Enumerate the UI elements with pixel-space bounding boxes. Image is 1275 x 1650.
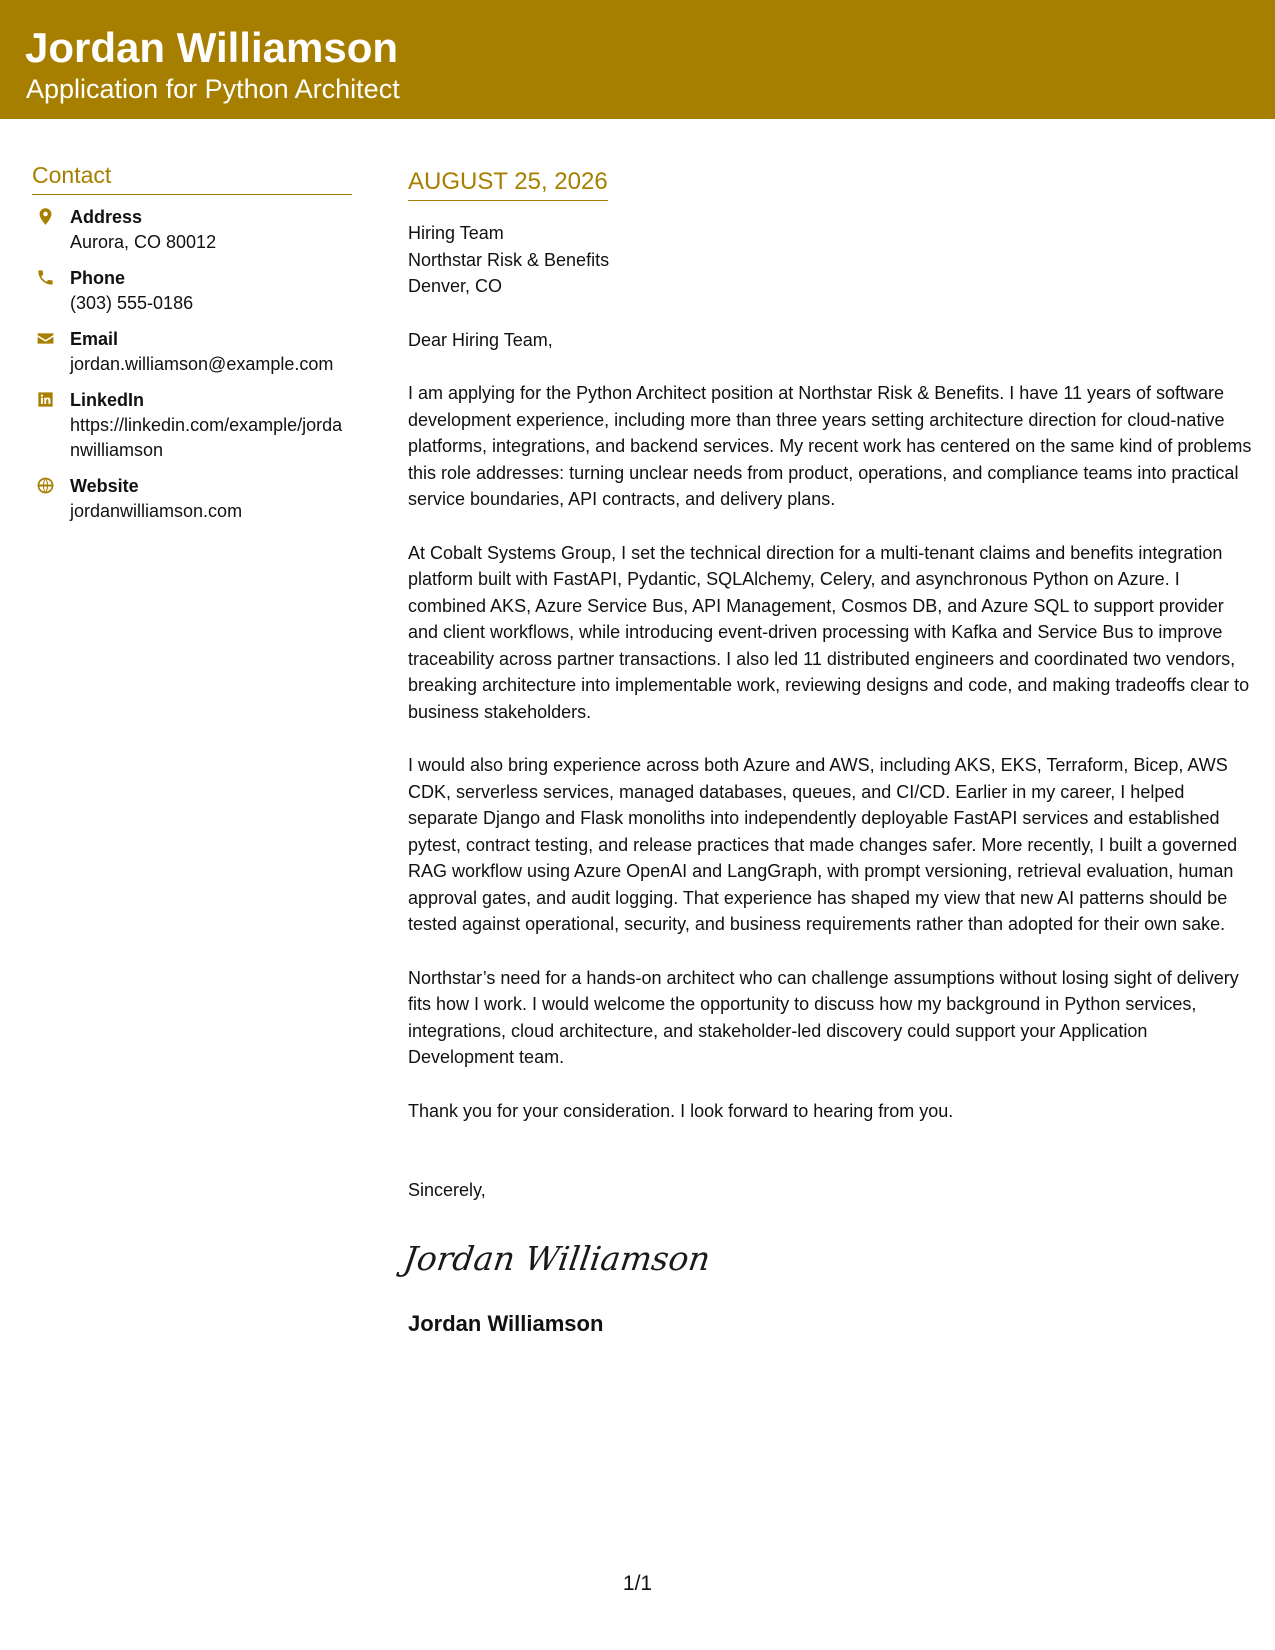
letter-paragraph: Thank you for your consideration. I look forward to hearing from you.: [408, 1100, 954, 1121]
letter-paragraph: Northstar’s need for a hands-on architect who can challenge assumptions without losing sight of delivery fits how I work. I would welcome the opportunity to discuss how my background in Python services, integrations, cloud architecture, and stakeholder-led discovery could support your Application Development team.: [408, 967, 1239, 1067]
contact-website: [32, 474, 352, 524]
contact-sidebar: [32, 160, 352, 535]
header-banner: [0, 0, 1275, 119]
applicant-name: Jordan Williamson: [25, 24, 399, 71]
letter-paragraph: I am applying for the Python Architect position at Northstar Risk & Benefits. I have 11 years of software development experience, including more than three years setting architecture direction for cloud-native platforms, integrations, and backend services. My recent work has centered on the same kind of problems this role addresses: turning unclear needs from product, operations, and compliance teams into practical service boundaries, API contracts, and delivery plans.: [408, 383, 1252, 509]
map-pin-icon: [36, 207, 55, 226]
application-subtitle: Application for Python Architect: [26, 74, 400, 104]
contact-label: Website: [70, 476, 139, 496]
contact-label: LinkedIn: [70, 390, 145, 410]
page-number: 1/1: [622, 1572, 653, 1595]
salutation: Dear Hiring Team,: [408, 329, 553, 350]
handwritten-signature: [401, 1230, 713, 1288]
letter-paragraph: I would also bring experience across both Azure and AWS, including AKS, EKS, Terraform, Bicep, AWS CDK, serverless services, managed databases, queues, and CI/CD. Earlier in my career, I helped separate Django and Flask monoliths into independently deployable FastAPI services and established pytest, contract testing, and release practices that made changes safer. More recently, I built a governed RAG workflow using Azure OpenAI and LangGraph, with prompt versioning, retrieval evaluation, human approval gates, and audit logging. That experience has shaped my view that new AI patterns should be tested against operational, security, and business requirements rather than adopted for their own sake.: [408, 755, 1238, 934]
linkedin-value[interactable]: https://linkedin.com/example/jordanwilliamson: [70, 415, 343, 460]
letter-paragraph: At Cobalt Systems Group, I set the technical direction for a multi-tenant claims and benefits integration platform built with FastAPI, Pydantic, SQLAlchemy, Celery, and asynchronous Python on Azure. I combined AKS, Azure Service Bus, API Management, Cosmos DB, and Azure SQL to support provider and client workflows, while introducing event-driven processing with Kafka and Service Bus to improve traceability across partner transactions. I also led 11 distributed engineers and coordinated two vendors, breaking architecture into implementable work, reviewing designs and code, and making tradeoffs clear to business stakeholders.: [408, 542, 1250, 722]
contact-phone: [32, 266, 352, 316]
envelope-icon: [36, 329, 55, 348]
contact-email: [32, 327, 352, 377]
email-value[interactable]: jordan.williamson@example.com: [70, 354, 334, 374]
letter-date: AUGUST 25, 2026: [408, 166, 608, 201]
contact-heading: Contact: [32, 160, 352, 195]
svg-text:Jordan Williamson: Jordan Williamson: [401, 1238, 713, 1278]
letter-body: [401, 166, 1253, 1338]
phone-value[interactable]: (303) 555-0186: [70, 293, 194, 313]
recipient-line: Denver, CO: [408, 276, 503, 296]
contact-label: Address: [70, 207, 143, 227]
recipient-line: Northstar Risk & Benefits: [408, 249, 610, 270]
contact-label: Phone: [70, 268, 126, 288]
phone-icon: [36, 268, 55, 287]
linkedin-icon: [36, 390, 55, 409]
website-value[interactable]: jordanwilliamson.com: [70, 501, 243, 521]
recipient-line: Hiring Team: [408, 223, 504, 243]
contact-address: [32, 205, 352, 255]
address-value: Aurora, CO 80012: [70, 232, 217, 252]
recipient-block: [408, 220, 1253, 300]
globe-icon: [36, 476, 55, 495]
contact-linkedin: [32, 388, 352, 463]
signer-name: Jordan Williamson: [408, 1310, 604, 1336]
closing: Sincerely,: [408, 1180, 486, 1200]
contact-label: Email: [70, 329, 119, 349]
contact-list: [32, 205, 352, 524]
